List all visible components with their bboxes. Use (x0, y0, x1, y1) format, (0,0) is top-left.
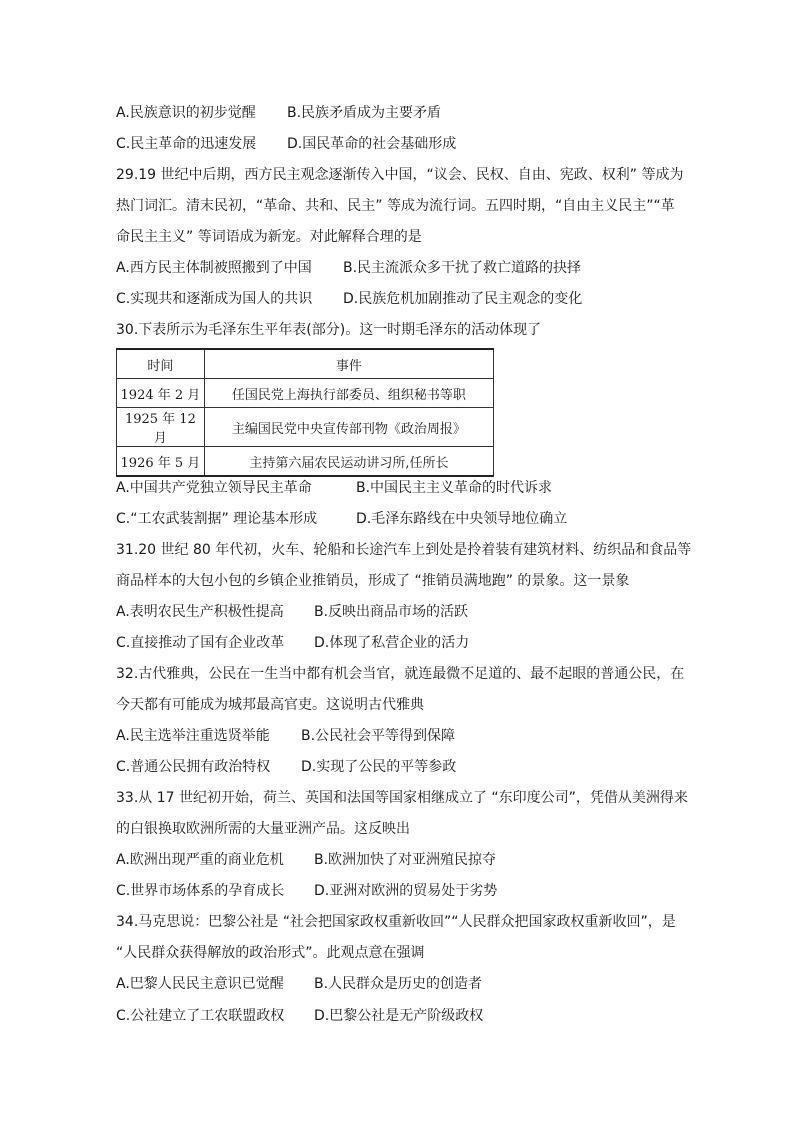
table-header-time: 时间 (117, 349, 205, 379)
q31-option-c: C.直接推动了国有企业改革 (116, 635, 285, 651)
q31-option-b: B.反映出商品市场的活跃 (314, 604, 469, 620)
table-row (117, 447, 494, 477)
table-cell-event: 主持第六届农民运动讲习所,任所长 (204, 447, 493, 477)
q33-option-c: C.世界市场体系的孕育成长 (116, 883, 285, 899)
q33-stem-line-1: 33.从 17 世纪初开始，荷兰、英国和法国等国家相继成立了 “东印度公司”，凭借从美洲得来 (116, 790, 688, 806)
q30-option-b: B.中国民主主义革命的时代诉求 (356, 480, 553, 496)
q29-option-c: C.实现共和逐渐成为国人的共识 (116, 291, 313, 307)
table-cell-event: 任国民党上海执行部委员、组织秘书等职 (204, 379, 493, 408)
q31-option-a: A.表明农民生产积极性提高 (116, 604, 284, 620)
table-row (117, 379, 494, 408)
q30-option-d: D.毛泽东路线在中央领导地位确立 (356, 511, 568, 527)
q32-option-c: C.普通公民拥有政治特权 (116, 759, 271, 775)
q28-option-d: D.国民革命的社会基础形成 (287, 136, 457, 152)
q29-stem-line-2: 热门词汇。清末民初，“革命、共和、民主” 等成为流行词。五四时期，“自由主义民主”“革 (116, 198, 675, 214)
table-row (117, 408, 494, 447)
q34-option-b: B.人民群众是历史的创造者 (314, 976, 483, 992)
q32-option-a: A.民主选举注重选贤举能 (116, 728, 270, 744)
q31-stem-line-2: 商品样本的大包小包的乡镇企业推销员，形成了 “推销员满地跑” 的景象。这一景象 (116, 573, 630, 589)
q32-stem-line-2: 今天都有可能成为城邦最高官吏。这说明古代雅典 (116, 697, 424, 713)
q30-option-a: A.中国共产党独立领导民主革命 (116, 480, 312, 496)
q34-option-a: A.巴黎人民民主意识已觉醒 (116, 976, 284, 992)
q30-timeline-table (116, 348, 494, 477)
q28-option-a: A.民族意识的初步觉醒 (116, 105, 256, 121)
q29-option-a: A.西方民主体制被照搬到了中国 (116, 260, 312, 276)
q33-option-a: A.欧洲出现严重的商业危机 (116, 852, 284, 868)
q32-option-d: D.实现了公民的平等参政 (301, 759, 457, 775)
q28-option-b: B.民族矛盾成为主要矛盾 (287, 105, 442, 121)
table-cell-time: 1926 年 5 月 (117, 447, 205, 477)
q33-stem-line-2: 的白银换取欧洲所需的大量亚洲产品。这反映出 (116, 821, 410, 837)
q31-stem-line-1: 31.20 世纪 80 年代初，火车、轮船和长途汽车上到处是拎着装有建筑材料、纺织品和食品等 (116, 542, 692, 558)
table-header-row (117, 349, 494, 379)
table-cell-time: 1925 年 12 月 (117, 408, 205, 447)
q31-option-d: D.体现了私营企业的活力 (314, 635, 470, 651)
q33-option-d: D.亚洲对欧洲的贸易处于劣势 (314, 883, 498, 899)
table-header-event: 事件 (204, 349, 493, 379)
q34-option-d: D.巴黎公社是无产阶级政权 (314, 1008, 484, 1024)
q28-option-c: C.民主革命的迅速发展 (116, 136, 257, 152)
q29-option-b: B.民主流派众多干扰了救亡道路的抉择 (343, 260, 582, 276)
q34-stem-line-2: “人民群众获得解放的政治形式”。此观点意在强调 (116, 945, 425, 961)
q33-option-b: B.欧洲加快了对亚洲殖民掠夺 (314, 852, 497, 868)
q34-stem-line-1: 34.马克思说：巴黎公社是 “社会把国家政权重新收回”“人民群众把国家政权重新收回”，是 (116, 914, 676, 930)
q29-option-d: D.民族危机加剧推动了民主观念的变化 (343, 291, 583, 307)
q30-stem-line-1: 30.下表所示为毛泽东生平年表(部分)。这一时期毛泽东的活动体现了 (116, 322, 542, 338)
table-cell-time: 1924 年 2 月 (117, 379, 205, 408)
q29-stem-line-3: 命民主主义” 等词语成为新宠。对此解释合理的是 (116, 229, 422, 245)
q34-option-c: C.公社建立了工农联盟政权 (116, 1008, 285, 1024)
table-cell-event: 主编国民党中央宣传部刊物《政治周报》 (204, 408, 493, 447)
q32-option-b: B.公民社会平等得到保障 (301, 728, 456, 744)
q29-stem-line-1: 29.19 世纪中后期，西方民主观念逐渐传入中国，“议会、民权、自由、宪政、权利” 等成为 (116, 167, 684, 183)
q32-stem-line-1: 32.古代雅典，公民在一生当中都有机会当官，就连最微不足道的、最不起眼的普通公民，在 (116, 666, 685, 682)
q30-option-c: C.“工农武装割据” 理论基本形成 (116, 511, 318, 527)
